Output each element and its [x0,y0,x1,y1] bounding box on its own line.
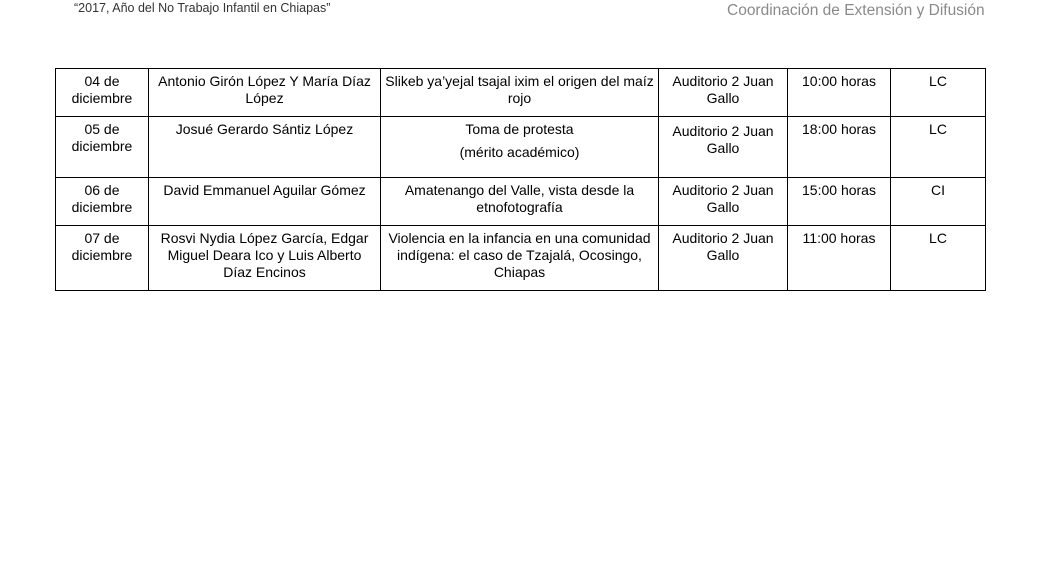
header-department: Coordinación de Extensión y Difusión [727,2,985,19]
date-cell: 06 de diciembre [56,178,149,226]
code-cell: LC [891,69,986,117]
title-cell: Amatenango del Valle, vista desde la etnofotografía [381,178,659,226]
presenter-cell: Josué Gerardo Sántiz López [149,117,381,178]
time-cell: 11:00 horas [788,226,891,291]
date-cell: 05 de diciembre [56,117,149,178]
date-cell: 07 de diciembre [56,226,149,291]
place-cell [659,117,788,178]
title-subtitle: (mérito académico) [459,144,580,160]
place-text: Auditorio 2 Juan Gallo [672,123,774,156]
code-cell: LC [891,117,986,178]
table-row [56,69,986,117]
header-year-motto: “2017, Año del No Trabajo Infantil en Chiapas” [74,1,331,15]
place-cell: Auditorio 2 Juan Gallo [659,69,788,117]
time-cell: 10:00 horas [788,69,891,117]
table-row [56,178,986,226]
presenter-cell: David Emmanuel Aguilar Gómez [149,178,381,226]
title-cell: Violencia en la infancia en una comunidad indígena: el caso de Tzajalá, Ocosingo, Chiapas [381,226,659,291]
schedule-table [55,68,986,291]
table-row [56,226,986,291]
title-cell: Slikeb ya’yejal tsajal ixim el origen del maíz rojo [381,69,659,117]
code-cell: CI [891,178,986,226]
presenter-cell: Antonio Girón López Y María Díaz López [149,69,381,117]
table-row [56,117,986,178]
title-main: Toma de protesta [465,121,574,137]
time-cell: 15:00 horas [788,178,891,226]
code-cell: LC [891,226,986,291]
time-cell: 18:00 horas [788,117,891,178]
title-cell [381,117,659,178]
date-cell: 04 de diciembre [56,69,149,117]
place-cell: Auditorio 2 Juan Gallo [659,226,788,291]
place-cell: Auditorio 2 Juan Gallo [659,178,788,226]
presenter-cell: Rosvi Nydia López García, Edgar Miguel Deara Ico y Luis Alberto Díaz Encinos [149,226,381,291]
